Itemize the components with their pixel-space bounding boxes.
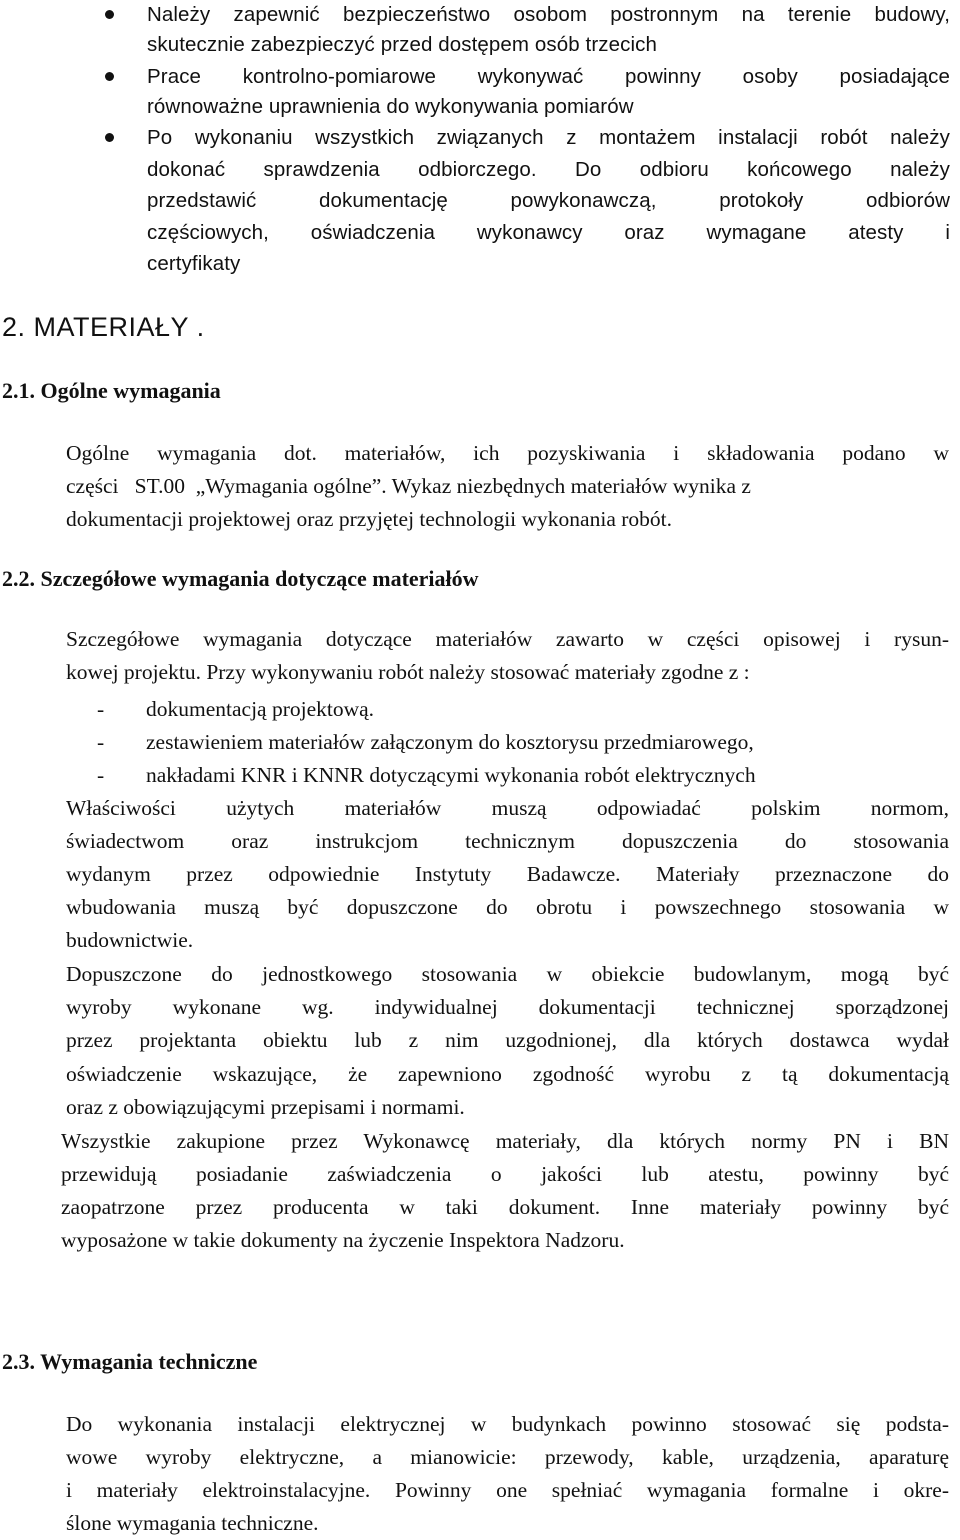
bullet-line: Należy zapewnić bezpieczeństwo osobom postronnym na terenie budowy, xyxy=(147,3,950,26)
bullet-line: równoważne uprawnienia do wykonywania pomiarów xyxy=(147,95,634,118)
paragraph-line: Ogólne wymagania dot. materiałów, ich pozyskiwania i składowania podano w xyxy=(66,441,949,465)
subsection-heading-2-1: 2.1. Ogólne wymagania xyxy=(2,378,221,403)
paragraph-line: zaopatrzone przez producenta w taki dokument. Inne materiały powinny być xyxy=(61,1195,949,1219)
paragraph-line-text: części ST.00 „Wymagania ogólne”. Wykaz niezbędnych materiałów wynika z xyxy=(66,474,751,498)
bullet-line: Prace kontrolno-pomiarowe wykonywać powinny osoby posiadające xyxy=(147,65,950,88)
paragraph-line: budownictwie. xyxy=(66,928,194,952)
paragraph-line: wbudowania muszą być dopuszczone do obrotu i powszechnego stosowania w xyxy=(66,895,949,919)
bullet-line: przedstawić dokumentację powykonawczą, protokoły odbiorów xyxy=(147,189,950,212)
paragraph-line: wydanym przez odpowiednie Instytuty Badawcze. Materiały przeznaczone do xyxy=(66,862,949,886)
paragraph-line: oraz z obowiązującymi przepisami i normami. xyxy=(66,1095,465,1119)
subsection-heading-2-3: 2.3. Wymagania techniczne xyxy=(2,1349,258,1374)
paragraph-line xyxy=(66,470,949,503)
dash-item: nakładami KNR i KNNR dotyczącymi wykonania robót elektrycznych xyxy=(146,763,756,787)
paragraph-line: ślone wymagania techniczne. xyxy=(66,1511,319,1535)
bullet-dot xyxy=(105,133,114,142)
paragraph-line: kowej projektu. Przy wykonywaniu robót należy stosować materiały zgodne z : xyxy=(66,660,750,684)
bullet-line: skutecznie zabezpieczyć przed dostępem osób trzecich xyxy=(147,33,657,56)
bullet-line: częściowych, oświadczenia wykonawcy oraz wymagane atesty i xyxy=(147,221,950,244)
paragraph-line: i materiały elektroinstalacyjne. Powinny one spełniać wymagania formalne i okre- xyxy=(66,1478,949,1502)
paragraph-line: wyposażone w takie dokumenty na życzenie Inspektora Nadzoru. xyxy=(61,1228,625,1252)
paragraph-line: wowe wyroby elektryczne, a mianowicie: przewody, kable, urządzenia, aparaturę xyxy=(66,1445,949,1469)
paragraph-line: Do wykonania instalacji elektrycznej w budynkach powinno stosować się podsta- xyxy=(66,1412,949,1436)
paragraph-line: Właściwości użytych materiałów muszą odpowiadać polskim normom, xyxy=(66,796,949,820)
paragraph-line: przewidują posiadanie zaświadczenia o jakości lub atestu, powinny być xyxy=(61,1162,949,1186)
paragraph-line: przez projektanta obiektu lub z nim uzgodnionej, dla których dostawca wydał xyxy=(66,1028,949,1052)
paragraph-line: oświadczenie wskazujące, że zapewniono zgodność wyrobu z tą dokumentacją xyxy=(66,1062,949,1086)
bullet-line: certyfikaty xyxy=(147,252,241,275)
section-heading-materialy: 2. MATERIAŁY . xyxy=(2,312,205,342)
dash-marker: - xyxy=(97,763,105,787)
dash-item: zestawieniem materiałów załączonym do kosztorysu przedmiarowego, xyxy=(146,730,754,754)
paragraph-line: Szczegółowe wymagania dotyczące materiałów zawarto w części opisowej i rysun- xyxy=(66,627,949,651)
bullet-dot xyxy=(105,72,114,81)
bullet-dot xyxy=(105,10,114,19)
paragraph-line: świadectwom oraz instrukcjom technicznym dopuszczenia do stosowania xyxy=(66,829,949,853)
dash-item: dokumentacją projektową. xyxy=(146,697,375,721)
bullet-line: dokonać sprawdzenia odbiorczego. Do odbioru końcowego należy xyxy=(147,158,950,181)
dash-marker: - xyxy=(97,697,105,721)
paragraph-line: wyroby wykonane wg. indywidualnej dokumentacji technicznej sporządzonej xyxy=(66,995,949,1019)
bullet-line: Po wykonaniu wszystkich związanych z montażem instalacji robót należy xyxy=(147,126,950,149)
subsection-heading-2-2: 2.2. Szczegółowe wymagania dotyczące materiałów xyxy=(2,566,479,591)
paragraph-line: Wszystkie zakupione przez Wykonawcę materiały, dla których normy PN i BN xyxy=(61,1129,949,1153)
paragraph-line: dokumentacji projektowej oraz przyjętej technologii wykonania robót. xyxy=(66,507,672,531)
paragraph-line: Dopuszczone do jednostkowego stosowania w obiekcie budowlanym, mogą być xyxy=(66,962,949,986)
dash-marker: - xyxy=(97,730,105,754)
